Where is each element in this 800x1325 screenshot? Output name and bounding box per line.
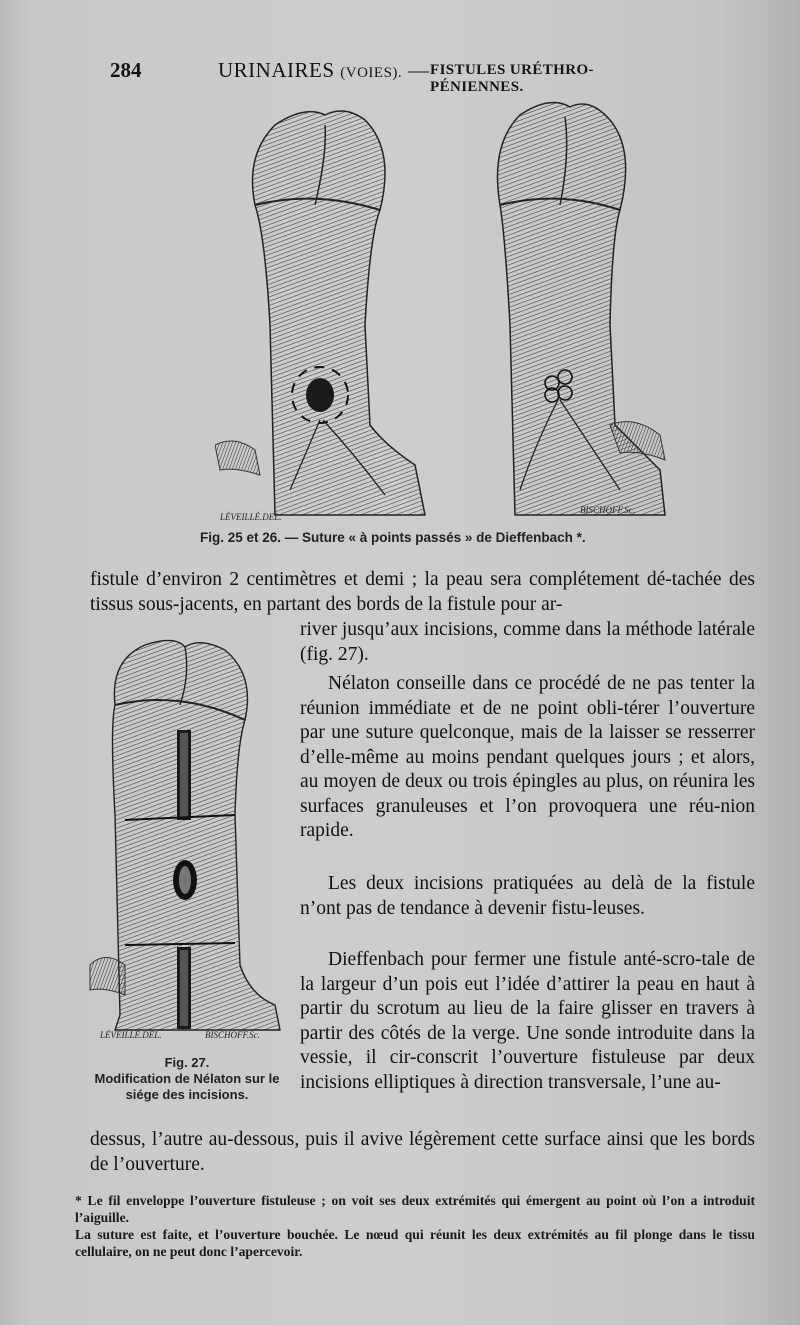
paragraph-1-narrow: river jusqu’aux incisions, comme dans la méthode latérale (fig. 27). — [300, 619, 755, 665]
running-subtitle: FISTULES URÉTHRO-PÉNIENNES. — [430, 62, 594, 95]
fig-top-signature-left: LÉVEILLÉ.DEL. — [220, 512, 282, 522]
page-number: 284 — [110, 58, 142, 82]
paragraph-1-full: fistule d’environ 2 centimètres et demi ; la peau sera complétement dé-tachée des tissus sous-jacents, en partant des bords de la fistule pour ar- — [90, 569, 755, 615]
running-header — [110, 58, 670, 95]
figure-27-caption — [82, 1055, 292, 1103]
fig-left-signature-right: BISCHOFF.Sc. — [205, 1030, 260, 1040]
fig-top-signature-right: BISCHOFF.Sc. — [580, 505, 635, 515]
fig-left-signature-left: LÉVEILLÉ.DEL. — [100, 1030, 162, 1040]
paragraph-4-narrow: Dieffenbach pour fermer une fistule anté-scro-tale de la largeur d’un pois eut l’idée d’attirer la peau en haut à partir du scrotum au lieu de la faire glisser en travers à partir des côtés de la verge. Une sonde introduite dans la vessie, il cir-conscrit l’ouverture fistuleuse par deux incisions elliptiques à direction transversale, l’une au- — [300, 949, 755, 1093]
figure-27-caption-line2: siége des incisions. — [125, 1087, 249, 1102]
running-title-paren: (VOIES). — [340, 65, 403, 81]
paragraph-3: Les deux incisions pratiquées au delà de la fistule n’ont pas de tendance à devenir fistu-leuses. — [300, 873, 755, 919]
figure-25-26 — [215, 95, 690, 525]
figure-26-drawing — [498, 103, 666, 516]
figure-25-26-caption: Fig. 25 et 26. — Suture « à points passés » de Dieffenbach *. — [200, 530, 586, 545]
running-title-dash: — — [407, 58, 430, 82]
running-title — [218, 58, 429, 83]
footnote-2: La suture est faite, et l’ouverture bouchée. Le nœud qui réunit les deux extrémités au fil plonge dans le tissu cellulaire, on ne peut donc l’apercevoir. — [75, 1227, 755, 1259]
figure-27-number: Fig. 27. — [164, 1055, 210, 1070]
paragraph-4-full: dessus, l’autre au-dessous, puis il avive légèrement cette surface ainsi que les bords de l’ouverture. — [90, 1129, 755, 1175]
footnotes — [75, 1192, 755, 1260]
figure-25-drawing — [215, 111, 425, 522]
paragraph-2: Nélaton conseille dans ce procédé de ne pas tenter la réunion immédiate et de ne point obli-térer l’ouverture par une suture quelconque, mais de la laisser se resserrer d’elle-même au moins pendant quelques jours ; et alors, au moyen de deux ou trois épingles au plus, on réunira les surfaces granuleuses et l’on provoquera une réu-nion rapide. — [300, 673, 755, 841]
footnote-1: * Le fil enveloppe l’ouverture fistuleuse ; on voit ses deux extrémités qui émergent au point où l’on a introduit l’aiguille. — [75, 1193, 755, 1225]
running-title-main: URINAIRES — [218, 58, 335, 82]
figure-27-caption-line1: Modification de Nélaton sur le — [94, 1071, 280, 1086]
figure-27 — [85, 635, 285, 1045]
